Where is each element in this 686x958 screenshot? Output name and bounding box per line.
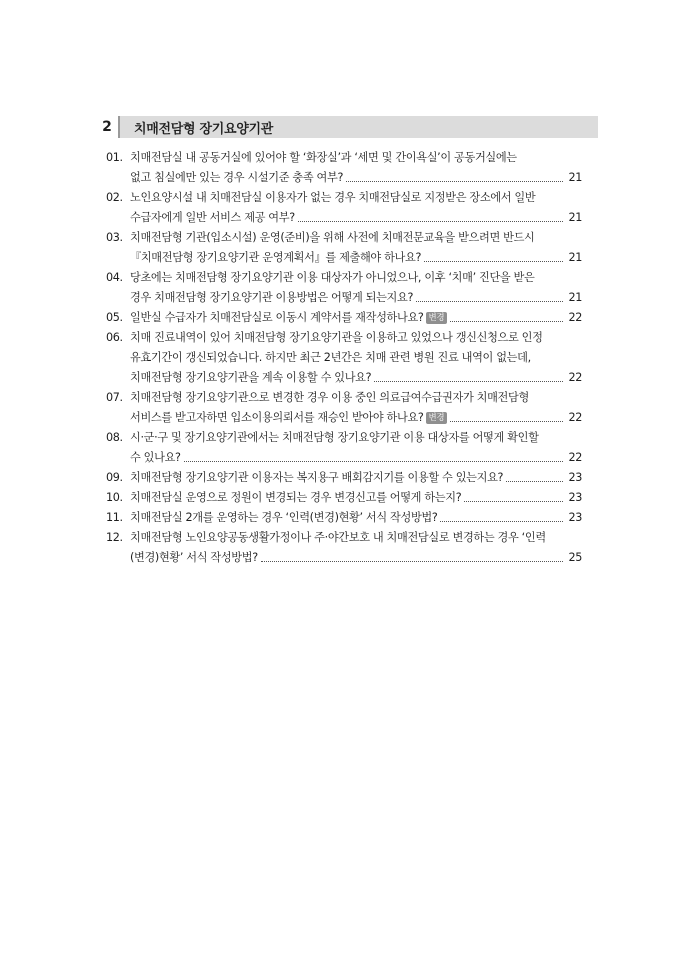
page-number: 22 xyxy=(568,311,582,324)
entry-text: 일반실 수급자가 치매전담실로 이동시 계약서를 재작성하나요? xyxy=(130,311,424,324)
page-number: 23 xyxy=(568,511,582,524)
entry-text: 없고 침실에만 있는 경우 시설기준 충족 여부? xyxy=(130,171,344,184)
page-number: 21 xyxy=(568,171,582,184)
entry-number: 04. xyxy=(106,271,123,284)
page-number: 22 xyxy=(568,371,582,384)
entry-text: 『치매전담형 장기요양기관 운영계획서』를 제출해야 하나요? xyxy=(130,251,422,264)
entry-text: 경우 치매전담형 장기요양기관 이용방법은 어떻게 되는지요? xyxy=(130,291,414,304)
entry-number: 08. xyxy=(106,431,123,444)
entry-number: 03. xyxy=(106,231,123,244)
entry-number: 11. xyxy=(106,511,123,524)
entry-number: 02. xyxy=(106,191,123,204)
entry-text: 시·군·구 및 장기요양기관에서는 치매전담형 장기요양기관 이용 대상자를 어떻게 확인할 xyxy=(130,431,539,444)
dot-leader xyxy=(184,460,563,462)
section-number: 2 xyxy=(96,116,120,138)
dot-leader xyxy=(464,500,563,502)
page-number: 21 xyxy=(568,291,582,304)
page-number: 21 xyxy=(568,251,582,264)
entry-text: 치매전담실 운영으로 정원이 변경되는 경우 변경신고를 어떻게 하는지? xyxy=(130,491,462,504)
entry-text: 치매전담형 장기요양기관으로 변경한 경우 이용 중인 의료급여수급권자가 치매전담형 xyxy=(130,391,529,404)
change-badge: 변경 xyxy=(426,312,448,324)
dot-leader xyxy=(346,180,563,182)
entry-text: 치매전담형 노인요양공동생활가정이나 주·야간보호 내 치매전담실로 변경하는 경우 ‘인력 xyxy=(130,531,546,544)
dot-leader xyxy=(424,260,563,262)
entry-text: 수 있나요? xyxy=(130,451,181,464)
page-number: 21 xyxy=(568,211,582,224)
entry-text: (변경)현황’ 서식 작성방법? xyxy=(130,551,258,564)
toc-entry[interactable] xyxy=(106,328,582,388)
entry-text: 수급자에게 일반 서비스 제공 여부? xyxy=(130,211,295,224)
entry-text: 치매전담형 장기요양기관 이용자는 복지용구 배회감지기를 이용할 수 있는지요? xyxy=(130,471,504,484)
toc-entry[interactable] xyxy=(106,228,582,268)
toc-list xyxy=(106,148,582,568)
entry-text: 유효기간이 갱신되었습니다. 하지만 최근 2년간은 치매 관련 병원 진료 내역이 없는데, xyxy=(130,351,531,364)
toc-entry[interactable] xyxy=(106,428,582,468)
page-number: 23 xyxy=(568,471,582,484)
dot-leader xyxy=(261,560,563,562)
toc-entry[interactable] xyxy=(106,268,582,308)
entry-text: 치매 진료내역이 있어 치매전담형 장기요양기관을 이용하고 있었으나 갱신신청으로 인정 xyxy=(130,331,543,344)
entry-text: 치매전담형 기관(입소시설) 운영(준비)을 위해 사전에 치매전문교육을 받으려면 반드시 xyxy=(130,231,535,244)
page-number: 22 xyxy=(568,411,582,424)
entry-number: 10. xyxy=(106,491,123,504)
entry-text: 치매전담실 내 공동거실에 있어야 할 ‘화장실’과 ‘세면 및 간이욕실’이 공동거실에는 xyxy=(130,151,517,164)
entry-number: 01. xyxy=(106,151,123,164)
entry-text: 치매전담실 2개를 운영하는 경우 ‘인력(변경)현황’ 서식 작성방법? xyxy=(130,511,438,524)
entry-number: 05. xyxy=(106,311,123,324)
section-title: 치매전담형 장기요양기관 xyxy=(134,121,274,137)
entry-number: 07. xyxy=(106,391,123,404)
entry-number: 09. xyxy=(106,471,123,484)
entry-text: 치매전담형 장기요양기관을 계속 이용할 수 있나요? xyxy=(130,371,372,384)
dot-leader xyxy=(450,320,563,322)
dot-leader xyxy=(440,520,563,522)
toc-entry[interactable] xyxy=(106,148,582,188)
toc-entry[interactable] xyxy=(106,528,582,568)
dot-leader xyxy=(450,420,563,422)
toc-entry[interactable] xyxy=(106,468,582,488)
entry-number: 06. xyxy=(106,331,123,344)
entry-number: 12. xyxy=(106,531,123,544)
change-badge: 변경 xyxy=(426,412,448,424)
entry-text: 서비스를 받고자하면 입소이용의뢰서를 재승인 받아야 하나요? xyxy=(130,411,424,424)
page-number: 23 xyxy=(568,491,582,504)
dot-leader xyxy=(416,300,563,302)
page-number: 22 xyxy=(568,451,582,464)
toc-entry[interactable] xyxy=(106,388,582,428)
section-header xyxy=(96,116,598,138)
toc-entry[interactable] xyxy=(106,488,582,508)
toc-entry[interactable] xyxy=(106,188,582,228)
dot-leader xyxy=(298,220,563,222)
entry-text: 당초에는 치매전담형 장기요양기관 이용 대상자가 아니었으나, 이후 ‘치매’ 진단을 받은 xyxy=(130,271,535,284)
entry-text: 노인요양시설 내 치매전담실 이용자가 없는 경우 치매전담실로 지정받은 장소에서 일반 xyxy=(130,191,536,204)
dot-leader xyxy=(374,380,563,382)
toc-entry[interactable] xyxy=(106,508,582,528)
page-number: 25 xyxy=(568,551,582,564)
toc-entry[interactable] xyxy=(106,308,582,328)
dot-leader xyxy=(506,480,563,482)
